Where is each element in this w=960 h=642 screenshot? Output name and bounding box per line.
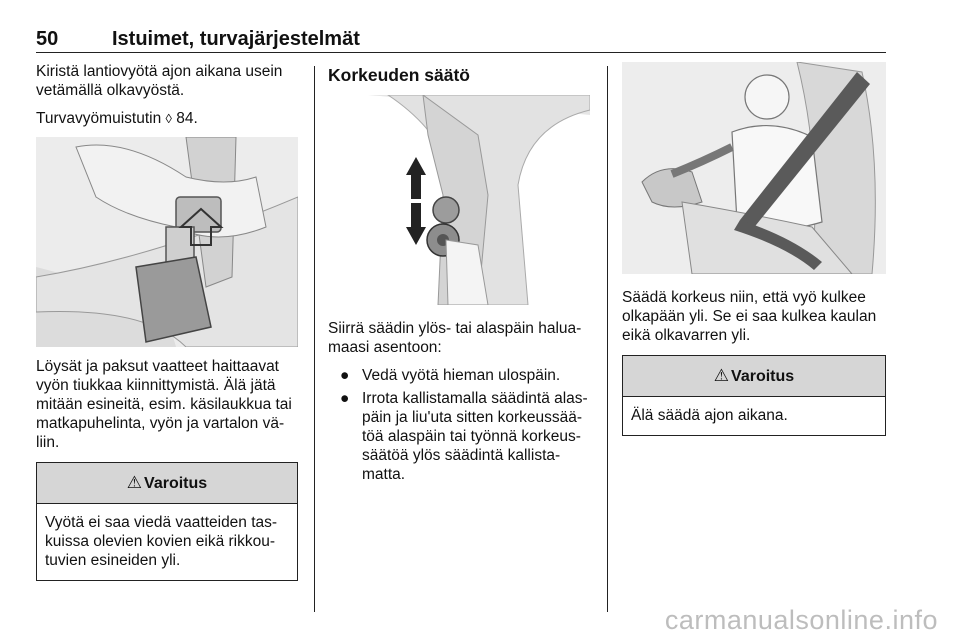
page-header	[36, 26, 886, 53]
column-right	[622, 62, 886, 436]
height-adjuster-illustration	[328, 95, 590, 305]
column-middle	[328, 62, 590, 488]
paragraph-tighten-belt: Kiristä lantiovyötä ajon aikana usein vetämällä olkavyöstä.	[36, 63, 283, 99]
warning-title: Varoitus	[144, 475, 208, 492]
column-left	[36, 62, 298, 581]
instruction-list	[328, 366, 590, 484]
paragraph-height-advice: Säädä korkeus niin, että vyö kulkee olkapään yli. Se ei saa kulkea kaulan eikä olkavarren yli.	[622, 289, 877, 344]
belt-routing-illustration	[622, 62, 886, 274]
list-item: ● Irrota kallistamalla säädintä alas-päin ja liu'uta sitten korkeussää-töä alaspäin tai työnnä korkeus-säätöä ylös säädintä kallista-matta.	[340, 390, 588, 483]
warning-title: Varoitus	[731, 368, 795, 385]
page-reference-link[interactable]: ◊ 84.	[165, 110, 198, 127]
paragraph-reminder: Turvavyömuistutin ◊ 84.	[36, 110, 198, 127]
section-heading-height-adjust: Korkeuden säätö	[328, 65, 470, 85]
warning-box-right	[622, 355, 886, 436]
column-divider-1	[314, 66, 315, 612]
buckle-illustration	[36, 137, 298, 347]
paragraph-loose-clothing: Löysät ja paksut vaatteet haittaavat vyön tiukkaa kiinnittymistä. Älä jätä mitään esineitä, esim. käsilaukkua tai matkapuhelinta, vyön ja vartalon vä-liin.	[36, 358, 292, 451]
warning-body: Vyötä ei saa viedä vaatteiden tas-kuissa olevien kovien eikä rikkou-tuvien esineiden yli.	[45, 514, 278, 569]
page-title: Istuimet, turvajärjestelmät	[112, 28, 360, 50]
column-divider-2	[607, 66, 608, 612]
warning-box-left	[36, 462, 298, 581]
list-item: ● Vedä vyötä hieman ulospäin.	[340, 367, 561, 384]
watermark: carmanualsonline.info	[664, 605, 938, 635]
warning-header	[623, 356, 885, 397]
warning-header	[37, 463, 297, 504]
page-number: 50	[36, 28, 59, 50]
bullet-icon: ●	[340, 367, 350, 384]
warning-triangle-icon: ⚠	[126, 473, 143, 492]
warning-body: Älä säädä ajon aikana.	[631, 407, 788, 424]
bullet-icon: ●	[340, 390, 350, 407]
paragraph-move-adjuster: Siirrä säädin ylös- tai alaspäin halua-maasi asentoon:	[328, 320, 582, 356]
warning-triangle-icon: ⚠	[713, 366, 730, 385]
reference-arrow-icon: ◊	[165, 111, 172, 126]
